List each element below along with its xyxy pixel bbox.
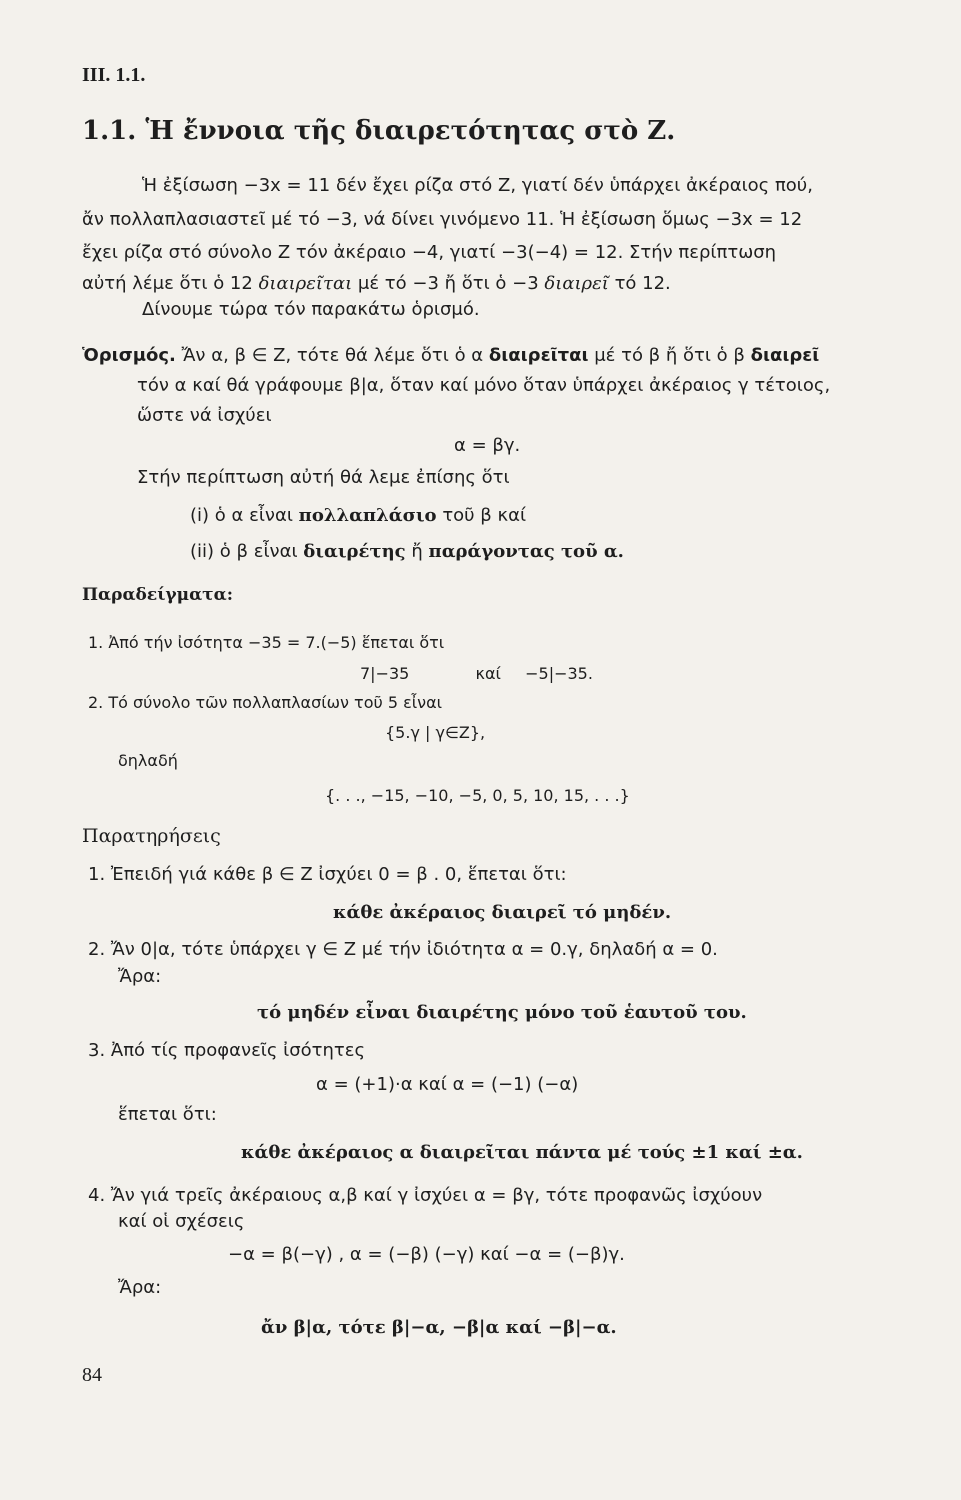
remark-1-conclusion: κάθε ἀκέραιος διαιρεῖ τό μηδέν. <box>333 902 672 923</box>
remark-2-ara: Ἄρα: <box>118 966 162 987</box>
remark-1: 1. Ἐπειδή γιά κάθε β ∈ Ζ ἰσχύει 0 = β . 0, ἕπεται ὅτι: <box>88 864 567 885</box>
intro-line-5: Δίνουμε τώρα τόν παρακάτω ὁρισμό. <box>142 299 480 320</box>
term-factor: παράγοντας τοῦ α. <box>428 541 624 562</box>
definition-line-3: ὥστε νά ἰσχύει <box>137 405 272 426</box>
section-label: III. 1.1. <box>82 64 146 86</box>
intro-line-4 <box>82 271 671 297</box>
remark-3-epetai: ἕπεται ὅτι: <box>118 1104 217 1125</box>
remark-4-b: καί οἱ σχέσεις <box>118 1211 245 1232</box>
definition-line-1-c: μέ τό β ἤ ὅτι ὁ β <box>594 345 745 366</box>
example-1-relations <box>360 661 593 687</box>
remark-4: 4. Ἄν γιά τρεῖς ἀκέραιους α,β καί γ ἰσχύει α = βγ, τότε προφανῶς ἰσχύουν <box>88 1185 763 1206</box>
definition-item-1-c: τοῦ β καί <box>442 505 527 526</box>
term-multiple: πολλαπλάσιο <box>298 505 437 526</box>
intro-line-3: ἔχει ρίζα στό σύνολο Ζ τόν ἀκέραιο −4, γιατί −3(−4) = 12. Στήν περίπτωση <box>82 242 777 263</box>
example-1-relation-b: −5|−35. <box>525 664 593 683</box>
definition-line-1-a: Ἄν α, β ∈ Ζ, τότε θά λέμε ὅτι ὁ α <box>181 345 484 366</box>
example-2: 2. Τό σύνολο τῶν πολλαπλασίων τοῦ 5 εἶναι <box>88 693 443 712</box>
definition-line-2: τόν α καί θά γράφουμε β|α, ὅταν καί μόνο ὅταν ὑπάρχει ἀκέραιος γ τέτοιος, <box>137 375 831 396</box>
definition-label: Ὁρισμός. <box>82 345 176 366</box>
definition-item-2-c: ἤ <box>411 541 423 562</box>
definition-item-2 <box>190 539 624 565</box>
definition-item-1 <box>190 503 526 529</box>
example-1: 1. Ἀπό τήν ἰσότητα −35 = 7.(−5) ἕπεται ὅτι <box>88 633 445 652</box>
intro-line-1: Ἡ ἐξίσωση −3x = 11 δέν ἔχει ρίζα στό Ζ, γιατί δέν ὑπάρχει ἀκέραιος πού, <box>142 175 813 196</box>
remark-4-conclusion: ἄν β|α, τότε β|−α, −β|α καί −β|−α. <box>261 1317 617 1338</box>
example-2-dilathi: δηλαδή <box>118 751 178 770</box>
example-1-relation-a: 7|−35 <box>360 664 410 683</box>
term-divisor: διαιρέτης <box>303 541 406 562</box>
definition-term-2: διαιρεῖ <box>750 345 820 366</box>
remark-3-formula: α = (+1)·α καί α = (−1) (−α) <box>316 1074 579 1095</box>
remark-4-ara: Ἄρα: <box>118 1277 162 1298</box>
remark-3-conclusion: κάθε ἀκέραιος α διαιρεῖται πάντα μέ τούς ±1 καί ±α. <box>241 1142 803 1163</box>
remark-3: 3. Ἀπό τίς προφανεῖς ἰσότητες <box>88 1040 366 1061</box>
term-divides-passive: διαιρεῖται <box>258 273 353 294</box>
example-1-kai: καί <box>475 664 501 683</box>
remarks-label: Παρατηρήσεις <box>82 825 221 847</box>
term-divides-active: διαιρεῖ <box>544 273 609 294</box>
example-2-set: {5.γ | γ∈Ζ}, <box>385 723 486 742</box>
definition-item-1-a: (i) ὁ α εἶναι <box>190 505 293 526</box>
definition-term-1: διαιρεῖται <box>488 345 589 366</box>
intro-line-4-text-e: τό 12. <box>614 273 671 294</box>
page-title: 1.1. Ἡ ἔννοια τῆς διαιρετότητας στὸ Ζ. <box>82 116 676 146</box>
examples-label: Παραδείγματα: <box>82 585 233 605</box>
definition-formula: α = βγ. <box>454 435 521 456</box>
definition-line-4: Στήν περίπτωση αὐτή θά λεμε ἐπίσης ὅτι <box>137 467 510 488</box>
page-number: 84 <box>82 1364 102 1386</box>
example-2-list: {. . ., −15, −10, −5, 0, 5, 10, 15, . . .} <box>325 786 630 805</box>
definition-line-1 <box>82 343 819 369</box>
remark-4-formula: −α = β(−γ) , α = (−β) (−γ) καί −α = (−β)γ. <box>228 1244 625 1265</box>
intro-line-2: ἄν πολλαπλασιαστεῖ μέ τό −3, νά δίνει γινόμενο 11. Ἡ ἐξίσωση ὅμως −3x = 12 <box>82 209 803 230</box>
definition-item-2-a: (ii) ὁ β εἶναι <box>190 541 298 562</box>
remark-2-conclusion: τό μηδέν εἶναι διαιρέτης μόνο τοῦ ἑαυτοῦ του. <box>257 1002 747 1023</box>
remark-2: 2. Ἄν 0|α, τότε ὑπάρχει γ ∈ Ζ μέ τήν ἰδιότητα α = 0.γ, δηλαδή α = 0. <box>88 939 718 960</box>
intro-line-4-text-c: μέ τό −3 ἤ ὅτι ὁ −3 <box>357 273 539 294</box>
intro-line-4-text-a: αὐτή λέμε ὅτι ὁ 12 <box>82 273 253 294</box>
